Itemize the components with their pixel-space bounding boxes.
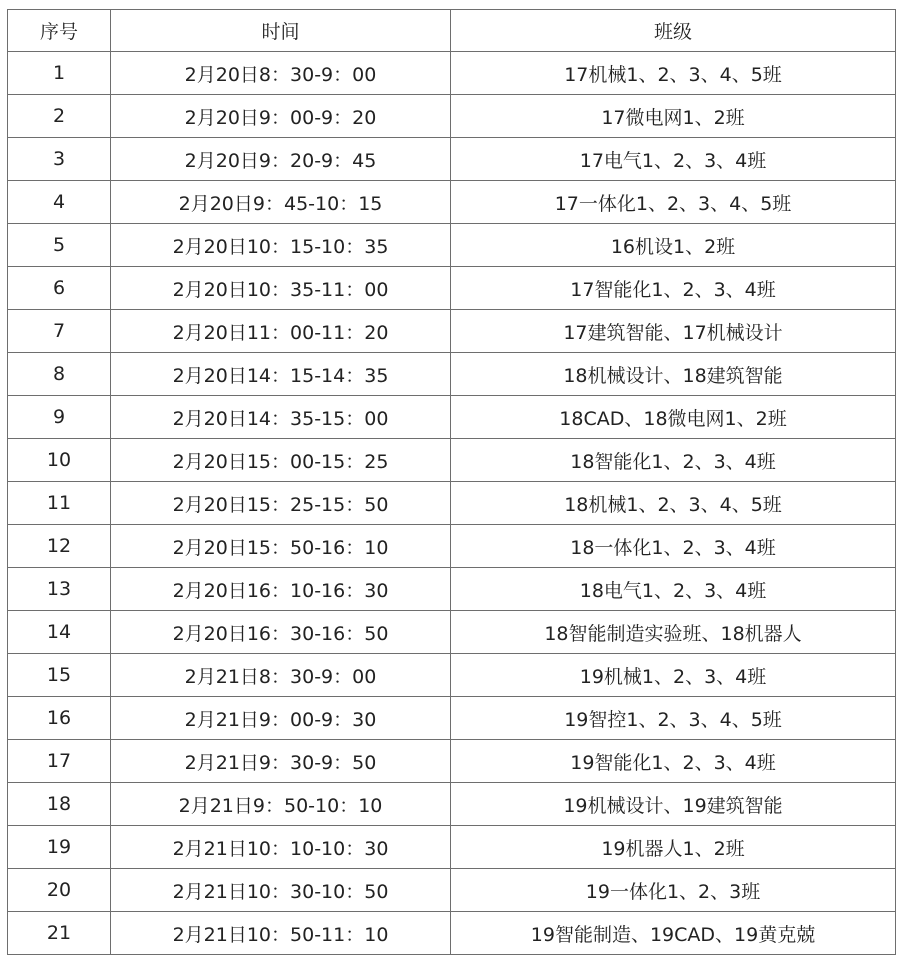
table-row [8,224,896,267]
table-row [8,396,896,439]
row-time-cell: 2月20日9：45-10：15 [111,181,451,224]
row-class-cell: 18智能化1、2、3、4班 [451,439,896,482]
table-row [8,439,896,482]
row-class-cell: 18一体化1、2、3、4班 [451,525,896,568]
row-class-cell: 19机械1、2、3、4班 [451,654,896,697]
table-header [8,10,896,52]
row-time-cell: 2月20日10：35-11：00 [111,267,451,310]
row-time-cell: 2月20日14：15-14：35 [111,353,451,396]
table-row [8,783,896,826]
row-time-cell: 2月21日10：50-11：10 [111,912,451,955]
row-time-cell: 2月21日10：10-10：30 [111,826,451,869]
row-class-cell: 17微电网1、2班 [451,95,896,138]
row-index-cell: 12 [8,525,111,568]
table-row [8,353,896,396]
row-index-cell: 8 [8,353,111,396]
row-index-cell: 16 [8,697,111,740]
row-time-cell: 2月20日9：20-9：45 [111,138,451,181]
row-index-cell: 3 [8,138,111,181]
row-class-cell: 17建筑智能、17机械设计 [451,310,896,353]
row-class-cell: 19一体化1、2、3班 [451,869,896,912]
row-index-cell: 2 [8,95,111,138]
row-index-cell: 9 [8,396,111,439]
header-index: 序号 [8,10,111,52]
row-index-cell: 17 [8,740,111,783]
row-class-cell: 19智控1、2、3、4、5班 [451,697,896,740]
row-class-cell: 18电气1、2、3、4班 [451,568,896,611]
row-index-cell: 15 [8,654,111,697]
header-row [8,10,896,52]
row-index-cell: 19 [8,826,111,869]
row-index-cell: 13 [8,568,111,611]
table-row [8,267,896,310]
schedule-table-container [7,9,895,955]
row-time-cell: 2月21日8：30-9：00 [111,654,451,697]
row-class-cell: 19智能化1、2、3、4班 [451,740,896,783]
row-class-cell: 17智能化1、2、3、4班 [451,267,896,310]
schedule-table [7,9,896,955]
row-time-cell: 2月20日11：00-11：20 [111,310,451,353]
row-time-cell: 2月20日9：00-9：20 [111,95,451,138]
row-time-cell: 2月20日15：25-15：50 [111,482,451,525]
row-class-cell: 18CAD、18微电网1、2班 [451,396,896,439]
table-row [8,482,896,525]
row-time-cell: 2月20日16：30-16：50 [111,611,451,654]
row-index-cell: 21 [8,912,111,955]
row-index-cell: 6 [8,267,111,310]
row-index-cell: 18 [8,783,111,826]
row-time-cell: 2月20日15：00-15：25 [111,439,451,482]
table-row [8,52,896,95]
table-row [8,611,896,654]
row-index-cell: 10 [8,439,111,482]
row-class-cell: 17一体化1、2、3、4、5班 [451,181,896,224]
row-time-cell: 2月20日14：35-15：00 [111,396,451,439]
row-time-cell: 2月20日16：10-16：30 [111,568,451,611]
row-index-cell: 20 [8,869,111,912]
row-class-cell: 18智能制造实验班、18机器人 [451,611,896,654]
row-class-cell: 19机械设计、19建筑智能 [451,783,896,826]
table-row [8,138,896,181]
table-row [8,869,896,912]
table-body [8,52,896,955]
row-index-cell: 5 [8,224,111,267]
table-row [8,697,896,740]
row-class-cell: 18机械1、2、3、4、5班 [451,482,896,525]
row-class-cell: 17电气1、2、3、4班 [451,138,896,181]
row-class-cell: 19智能制造、19CAD、19黄克兢 [451,912,896,955]
row-class-cell: 19机器人1、2班 [451,826,896,869]
row-time-cell: 2月21日9：30-9：50 [111,740,451,783]
table-row [8,654,896,697]
row-index-cell: 11 [8,482,111,525]
row-time-cell: 2月21日9：00-9：30 [111,697,451,740]
header-class: 班级 [451,10,896,52]
table-row [8,181,896,224]
row-time-cell: 2月21日9：50-10：10 [111,783,451,826]
row-class-cell: 18机械设计、18建筑智能 [451,353,896,396]
table-row [8,826,896,869]
row-class-cell: 16机设1、2班 [451,224,896,267]
row-time-cell: 2月20日10：15-10：35 [111,224,451,267]
table-row [8,740,896,783]
table-row [8,912,896,955]
row-index-cell: 7 [8,310,111,353]
row-index-cell: 1 [8,52,111,95]
header-time: 时间 [111,10,451,52]
row-class-cell: 17机械1、2、3、4、5班 [451,52,896,95]
table-row [8,568,896,611]
table-row [8,95,896,138]
row-time-cell: 2月20日8：30-9：00 [111,52,451,95]
row-index-cell: 14 [8,611,111,654]
row-time-cell: 2月20日15：50-16：10 [111,525,451,568]
row-time-cell: 2月21日10：30-10：50 [111,869,451,912]
table-row [8,525,896,568]
row-index-cell: 4 [8,181,111,224]
table-row [8,310,896,353]
